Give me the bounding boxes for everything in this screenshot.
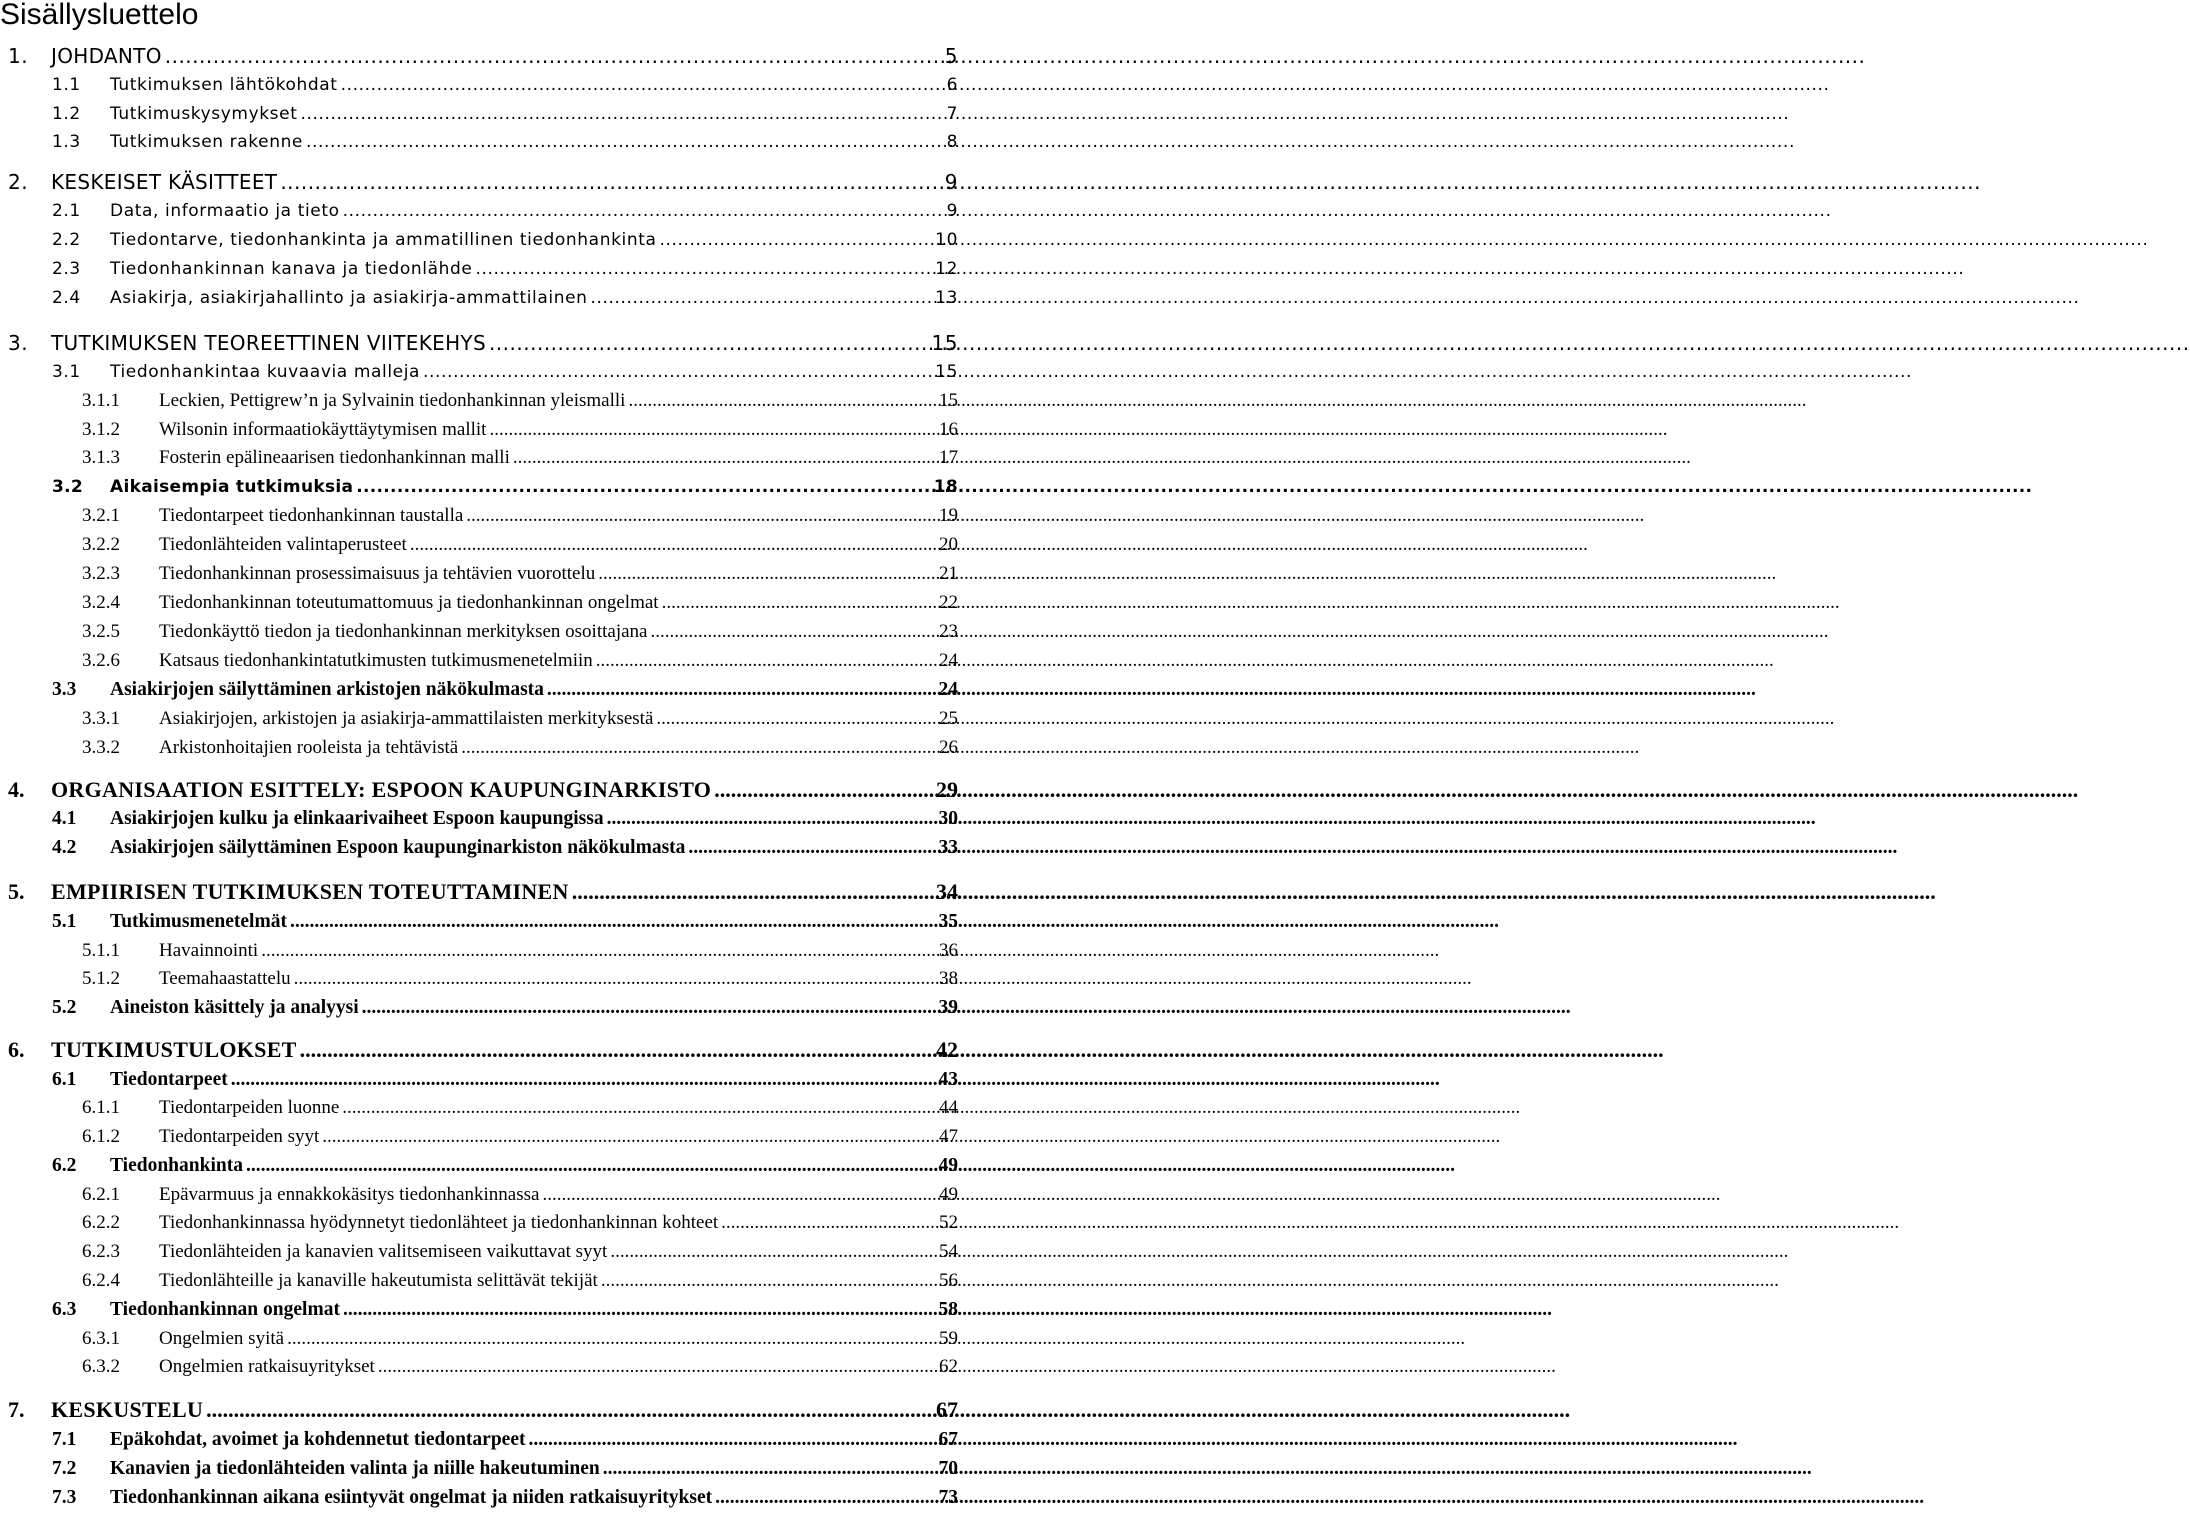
toc-entry-number: 3.2.3 bbox=[82, 563, 120, 584]
toc-entry-page: 24 bbox=[938, 679, 958, 700]
toc-entry-page: 22 bbox=[939, 592, 958, 613]
toc-entry-page: 15 bbox=[931, 331, 958, 355]
toc-entry-title: Tiedonhankinnan toteutumattomuus ja tiedonhankinnan ongelmat bbox=[159, 592, 659, 613]
toc-entry-title: Aikaisempia tutkimuksia bbox=[110, 477, 354, 497]
toc-entry-number: 3.1.1 bbox=[82, 390, 120, 411]
toc-entry-number: 6.2.2 bbox=[82, 1212, 120, 1233]
toc-entry[interactable] bbox=[0, 706, 958, 732]
toc-entry-title: Tiedonlähteiden ja kanavien valitsemiseen vaikuttavat syyt bbox=[159, 1241, 608, 1262]
toc-entry[interactable] bbox=[0, 1268, 958, 1294]
toc-entry-title: Katsaus tiedonhankintatutkimusten tutkimusmenetelmiin bbox=[159, 650, 593, 671]
toc-entry-title: Tutkimuskysymykset bbox=[110, 104, 298, 124]
toc-entry-number: 2. bbox=[8, 170, 29, 194]
toc-entry-number: 6. bbox=[8, 1037, 25, 1062]
toc-entry-page: 29 bbox=[936, 777, 958, 802]
toc-entry-number: 4. bbox=[8, 777, 25, 802]
toc-entry-title: TUTKIMUSTULOKSET bbox=[51, 1037, 297, 1062]
toc-entry[interactable] bbox=[0, 227, 958, 253]
toc-entry-number: 1.2 bbox=[52, 104, 81, 124]
toc-entry[interactable] bbox=[0, 359, 958, 385]
toc-entry-number: 3.2.4 bbox=[82, 592, 120, 613]
toc-entry-title: Asiakirjojen kulku ja elinkaarivaiheet Espoon kaupungissa bbox=[110, 808, 604, 829]
dot-leader bbox=[475, 256, 933, 282]
toc-entry-number: 3.1.3 bbox=[82, 447, 120, 468]
dot-leader bbox=[300, 1037, 934, 1063]
toc-entry[interactable] bbox=[0, 1210, 958, 1236]
dot-leader bbox=[287, 1326, 937, 1352]
toc-entry[interactable] bbox=[0, 1297, 958, 1323]
toc-entry-page: 18 bbox=[933, 477, 958, 497]
dot-leader bbox=[542, 1182, 937, 1208]
dot-leader bbox=[596, 648, 937, 674]
toc-entry-number: 7.1 bbox=[52, 1429, 77, 1450]
toc-entry-number: 1.1 bbox=[52, 75, 81, 95]
toc-entry-page: 7 bbox=[946, 104, 958, 124]
toc-entry[interactable] bbox=[0, 561, 958, 587]
toc-entry-page: 15 bbox=[935, 362, 958, 382]
toc-entry[interactable] bbox=[0, 285, 958, 311]
toc-entry[interactable] bbox=[0, 445, 958, 471]
toc-entry-title: Tutkimuksen rakenne bbox=[110, 132, 303, 152]
dot-leader bbox=[165, 43, 943, 69]
toc-entry[interactable] bbox=[0, 101, 958, 127]
dot-leader bbox=[607, 806, 937, 832]
dot-leader bbox=[572, 879, 934, 905]
toc-entry-title: Tiedonhankinnassa hyödynnetyt tiedonlähteet ja tiedonhankinnan kohteet bbox=[159, 1212, 719, 1233]
dot-leader bbox=[461, 735, 937, 761]
toc-entry-number: 5.1 bbox=[52, 911, 77, 932]
toc-entry[interactable] bbox=[0, 1239, 958, 1265]
toc-entry[interactable] bbox=[0, 1095, 958, 1121]
toc-entry-number: 3.2.5 bbox=[82, 621, 120, 642]
toc-entry[interactable] bbox=[0, 129, 958, 155]
toc-entry-title: Tiedonhankinnan prosessimaisuus ja tehtävien vuorottelu bbox=[159, 563, 596, 584]
toc-entry-title: Tutkimuksen lähtökohdat bbox=[110, 75, 338, 95]
toc-entry-title: Leckien, Pettigrew’n ja Sylvainin tiedonhankinnan yleismalli bbox=[159, 390, 626, 411]
toc-entry-page: 39 bbox=[938, 997, 958, 1018]
dot-leader bbox=[660, 227, 934, 253]
toc-entry-number: 6.2.3 bbox=[82, 1241, 120, 1262]
toc-entry-number: 6.2 bbox=[52, 1155, 77, 1176]
toc-entry-page: 43 bbox=[938, 1069, 958, 1090]
toc-entry-number: 6.3.2 bbox=[82, 1356, 120, 1377]
dot-leader bbox=[343, 1297, 937, 1323]
toc-entry-page: 33 bbox=[938, 837, 958, 858]
toc-page bbox=[0, 0, 960, 1527]
toc-entry-number: 6.1.2 bbox=[82, 1126, 120, 1147]
toc-entry-title: Asiakirjojen, arkistojen ja asiakirja-ammattilaisten merkityksestä bbox=[159, 708, 654, 729]
toc-entry[interactable] bbox=[0, 1354, 958, 1380]
dot-leader bbox=[628, 388, 937, 414]
toc-entry[interactable] bbox=[0, 909, 958, 935]
toc-entry-page: 24 bbox=[939, 650, 958, 671]
dot-leader bbox=[300, 101, 944, 127]
toc-entry-title: Tiedonlähteille ja kanaville hakeutumista selittävät tekijät bbox=[159, 1270, 598, 1291]
toc-entry-title: Tiedontarve, tiedonhankinta ja ammatillinen tiedonhankinta bbox=[110, 230, 657, 250]
toc-entry[interactable] bbox=[0, 43, 958, 69]
toc-entry-title: Tiedontarpeiden luonne bbox=[159, 1097, 340, 1118]
toc-entry-number: 5.1.2 bbox=[82, 968, 120, 989]
toc-entry[interactable] bbox=[0, 1182, 958, 1208]
toc-entry[interactable] bbox=[0, 1427, 958, 1453]
toc-entry-title: Arkistonhoitajien rooleista ja tehtävistä bbox=[159, 737, 459, 758]
dot-leader bbox=[528, 1427, 936, 1453]
toc-entry-page: 8 bbox=[946, 132, 958, 152]
dot-leader bbox=[341, 72, 945, 98]
toc-entry[interactable] bbox=[0, 1326, 958, 1352]
toc-entry-number: 3.1.2 bbox=[82, 419, 120, 440]
toc-entry[interactable] bbox=[0, 995, 958, 1021]
toc-entry-number: 4.2 bbox=[52, 837, 77, 858]
dot-leader bbox=[294, 966, 937, 992]
toc-entry-title: EMPIIRISEN TUTKIMUKSEN TOTEUTTAMINEN bbox=[51, 879, 569, 904]
toc-entry[interactable] bbox=[0, 532, 958, 558]
toc-entry-page: 73 bbox=[938, 1487, 958, 1508]
toc-entry[interactable] bbox=[0, 735, 958, 761]
toc-entry-title: Havainnointi bbox=[159, 940, 259, 961]
toc-entry[interactable] bbox=[0, 835, 958, 861]
toc-entry[interactable] bbox=[0, 417, 958, 443]
toc-entry-title: Asiakirja, asiakirjahallinto ja asiakirja-ammattilainen bbox=[110, 288, 588, 308]
toc-entry-title: Tiedonhankinnan aikana esiintyvät ongelmat ja niiden ratkaisuyritykset bbox=[110, 1487, 713, 1508]
toc-entry-number: 3.2 bbox=[52, 477, 84, 497]
toc-entry-page: 12 bbox=[935, 259, 958, 279]
toc-entry-title: Tiedonhankintaa kuvaavia malleja bbox=[110, 362, 421, 382]
dot-leader bbox=[603, 1456, 937, 1482]
toc-entry[interactable] bbox=[0, 474, 958, 500]
toc-entry-page: 35 bbox=[938, 911, 958, 932]
dot-leader bbox=[650, 619, 937, 645]
toc-entry-page: 67 bbox=[938, 1429, 958, 1450]
toc-entry-title: Tiedontarpeet bbox=[110, 1069, 228, 1090]
toc-entry-page: 36 bbox=[939, 940, 958, 961]
toc-entry-number: 2.2 bbox=[52, 230, 81, 250]
toc-entry-title: Epävarmuus ja ennakkokäsitys tiedonhankinnassa bbox=[159, 1184, 540, 1205]
toc-entry[interactable] bbox=[0, 879, 958, 905]
toc-entry[interactable] bbox=[0, 1067, 958, 1093]
toc-entry-number: 3.3 bbox=[52, 679, 77, 700]
dot-leader bbox=[290, 909, 937, 935]
toc-entry[interactable] bbox=[0, 806, 958, 832]
toc-entry-page: 15 bbox=[939, 390, 958, 411]
toc-entry-number: 6.3.1 bbox=[82, 1328, 120, 1349]
toc-entry-page: 20 bbox=[939, 534, 958, 555]
toc-entry-title: Tiedontarpeet tiedonhankinnan taustalla bbox=[159, 505, 464, 526]
toc-entry-page: 19 bbox=[939, 505, 958, 526]
toc-entry-title: KESKUSTELU bbox=[51, 1397, 204, 1422]
toc-entry[interactable] bbox=[0, 1485, 958, 1511]
dot-leader bbox=[280, 169, 942, 195]
toc-entry-page: 42 bbox=[936, 1037, 958, 1062]
dot-leader bbox=[306, 129, 945, 155]
toc-entry-page: 38 bbox=[939, 968, 958, 989]
toc-entry-number: 3. bbox=[8, 331, 29, 355]
toc-entry-page: 9 bbox=[946, 201, 958, 221]
toc-entry-page: 54 bbox=[939, 1241, 958, 1262]
toc-entry[interactable] bbox=[0, 198, 958, 224]
toc-entry-title: Kanavien ja tiedonlähteiden valinta ja niille hakeutuminen bbox=[110, 1458, 600, 1479]
dot-leader bbox=[322, 1124, 937, 1150]
toc-entry-title: Tiedonhankinnan ongelmat bbox=[110, 1299, 340, 1320]
toc-entry-title: KESKEISET KÄSITTEET bbox=[51, 170, 278, 194]
toc-entry[interactable] bbox=[0, 590, 958, 616]
dot-leader bbox=[410, 532, 937, 558]
toc-entry-title: Asiakirjojen säilyttäminen arkistojen näkökulmasta bbox=[110, 679, 544, 700]
toc-entry-number: 3.3.1 bbox=[82, 708, 120, 729]
toc-entry[interactable] bbox=[0, 966, 958, 992]
toc-entry-page: 10 bbox=[935, 230, 958, 250]
dot-leader bbox=[231, 1067, 937, 1093]
dot-leader bbox=[721, 1210, 937, 1236]
toc-entry[interactable] bbox=[0, 648, 958, 674]
toc-entry-title: Aineiston käsittely ja analyysi bbox=[110, 997, 359, 1018]
toc-entry[interactable] bbox=[0, 938, 958, 964]
toc-entry-number: 2.4 bbox=[52, 288, 81, 308]
toc-entry-title: Asiakirjojen säilyttäminen Espoon kaupunginarkiston näkökulmasta bbox=[110, 837, 686, 858]
toc-entry-title: Tiedonkäyttö tiedon ja tiedonhankinnan merkityksen osoittajana bbox=[159, 621, 648, 642]
toc-entry-title: Fosterin epälineaarisen tiedonhankinnan malli bbox=[159, 447, 510, 468]
toc-entry-page: 9 bbox=[944, 170, 958, 194]
dot-leader bbox=[261, 938, 937, 964]
toc-entry-number: 6.1.1 bbox=[82, 1097, 120, 1118]
dot-leader bbox=[656, 706, 937, 732]
toc-entry-number: 3.2.2 bbox=[82, 534, 120, 555]
toc-entry-page: 6 bbox=[946, 75, 958, 95]
table-of-contents bbox=[0, 0, 960, 1527]
toc-entry-page: 70 bbox=[938, 1458, 958, 1479]
toc-entry-page: 13 bbox=[935, 288, 958, 308]
toc-entry-number: 2.3 bbox=[52, 259, 81, 279]
toc-entry-title: Tutkimusmenetelmät bbox=[110, 911, 287, 932]
toc-entry[interactable] bbox=[0, 1397, 958, 1423]
toc-entry-number: 7. bbox=[8, 1397, 25, 1422]
toc-entry-title: Ongelmien syitä bbox=[159, 1328, 285, 1349]
toc-entry-page: 17 bbox=[939, 447, 958, 468]
dot-leader bbox=[547, 677, 937, 703]
toc-entry-page: 34 bbox=[936, 879, 958, 904]
toc-entry[interactable] bbox=[0, 1037, 958, 1063]
dot-leader bbox=[489, 417, 937, 443]
dot-leader bbox=[591, 285, 934, 311]
toc-entry-title: Data, informaatio ja tieto bbox=[110, 201, 340, 221]
toc-entry-number: 1.3 bbox=[52, 132, 81, 152]
dot-leader bbox=[715, 1485, 936, 1511]
toc-entry[interactable] bbox=[0, 256, 958, 282]
toc-entry-page: 25 bbox=[939, 708, 958, 729]
toc-entry-title: ORGANISAATION ESITTELY: ESPOON KAUPUNGINARKISTO bbox=[51, 777, 712, 802]
dot-leader bbox=[423, 359, 933, 385]
toc-entry-page: 67 bbox=[936, 1397, 958, 1422]
toc-entry[interactable] bbox=[0, 619, 958, 645]
toc-entry[interactable] bbox=[0, 1153, 958, 1179]
toc-entry-page: 21 bbox=[939, 563, 958, 584]
toc-entry-title: Tiedonlähteiden valintaperusteet bbox=[159, 534, 407, 555]
toc-entry-number: 3.2.6 bbox=[82, 650, 120, 671]
toc-entry-title: Wilsonin informaatiokäyttäytymisen mallit bbox=[159, 419, 487, 440]
toc-entry[interactable] bbox=[0, 1124, 958, 1150]
dot-leader bbox=[378, 1354, 937, 1380]
toc-entry-number: 6.2.4 bbox=[82, 1270, 120, 1291]
toc-entry-number: 6.3 bbox=[52, 1299, 77, 1320]
toc-entry-number: 7.2 bbox=[52, 1458, 77, 1479]
toc-entry-number: 3.2.1 bbox=[82, 505, 120, 526]
toc-entry[interactable] bbox=[0, 330, 958, 356]
toc-entry-page: 56 bbox=[939, 1270, 958, 1291]
toc-entry-title: Tiedonhankinta bbox=[110, 1155, 243, 1176]
dot-leader bbox=[362, 995, 937, 1021]
dot-leader bbox=[662, 590, 937, 616]
dot-leader bbox=[489, 330, 930, 356]
toc-entry-number: 1. bbox=[8, 44, 29, 68]
toc-entry-number: 4.1 bbox=[52, 808, 77, 829]
dot-leader bbox=[356, 474, 931, 500]
toc-entry-number: 6.2.1 bbox=[82, 1184, 120, 1205]
toc-entry-number: 6.1 bbox=[52, 1069, 77, 1090]
toc-entry-title: Epäkohdat, avoimet ja kohdennetut tiedontarpeet bbox=[110, 1429, 526, 1450]
toc-entry-page: 26 bbox=[939, 737, 958, 758]
dot-leader bbox=[246, 1153, 937, 1179]
toc-entry-number: 7.3 bbox=[52, 1487, 77, 1508]
dot-leader bbox=[610, 1239, 937, 1265]
toc-entry-page: 58 bbox=[938, 1299, 958, 1320]
toc-entry-page: 59 bbox=[939, 1328, 958, 1349]
toc-entry-title: Teemahaastattelu bbox=[159, 968, 291, 989]
toc-entry-number: 5.2 bbox=[52, 997, 77, 1018]
toc-entry[interactable] bbox=[0, 777, 958, 803]
toc-entry[interactable] bbox=[0, 503, 958, 529]
toc-entry[interactable] bbox=[0, 1456, 958, 1482]
toc-entry-page: 52 bbox=[939, 1212, 958, 1233]
toc-entry-page: 62 bbox=[939, 1356, 958, 1377]
toc-entry-number: 3.1 bbox=[52, 362, 81, 382]
toc-entry[interactable] bbox=[0, 169, 958, 195]
toc-entry-title: TUTKIMUKSEN TEOREETTINEN VIITEKEHYS bbox=[51, 331, 486, 355]
toc-entry-page: 5 bbox=[944, 44, 958, 68]
dot-leader bbox=[466, 503, 937, 529]
toc-entry-title: Tiedonhankinnan kanava ja tiedonlähde bbox=[110, 259, 473, 279]
toc-entry[interactable] bbox=[0, 677, 958, 703]
dot-leader bbox=[714, 777, 934, 803]
toc-entry-page: 23 bbox=[939, 621, 958, 642]
toc-entry-title: Ongelmien ratkaisuyritykset bbox=[159, 1356, 375, 1377]
toc-entry-title: Tiedontarpeiden syyt bbox=[159, 1126, 320, 1147]
toc-entry-page: 44 bbox=[939, 1097, 958, 1118]
toc-entry-number: 2.1 bbox=[52, 201, 81, 221]
toc-entry-page: 16 bbox=[939, 419, 958, 440]
dot-leader bbox=[206, 1397, 934, 1423]
dot-leader bbox=[342, 1095, 937, 1121]
toc-entry[interactable] bbox=[0, 388, 958, 414]
toc-entry-page: 47 bbox=[939, 1126, 958, 1147]
toc-entry-number: 5. bbox=[8, 879, 25, 904]
page-title: Sisällysluettelo bbox=[0, 0, 199, 31]
toc-entry[interactable] bbox=[0, 72, 958, 98]
dot-leader bbox=[513, 445, 937, 471]
dot-leader bbox=[598, 561, 937, 587]
dot-leader bbox=[601, 1268, 937, 1294]
dot-leader bbox=[343, 198, 945, 224]
dot-leader bbox=[688, 835, 936, 861]
toc-entry-title: JOHDANTO bbox=[51, 44, 162, 68]
toc-entry-page: 30 bbox=[938, 808, 958, 829]
toc-entry-number: 3.3.2 bbox=[82, 737, 120, 758]
toc-entry-page: 49 bbox=[938, 1155, 958, 1176]
toc-entry-page: 49 bbox=[939, 1184, 958, 1205]
toc-entry-number: 5.1.1 bbox=[82, 940, 120, 961]
